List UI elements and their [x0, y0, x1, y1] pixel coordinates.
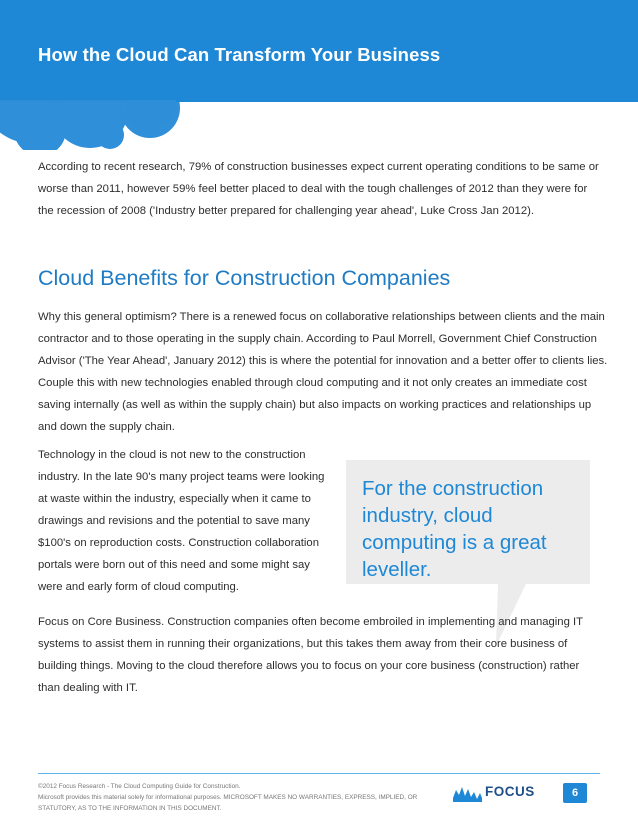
technology-paragraph: Technology in the cloud is not new to the construction industry. In the late 90's many project teams were looking at waste within the industry, especially when it came to drawings and revisions and the potential to save many $100's on reproduction costs. Construction collaboration portals were born out of this need and some might say were and early form of cloud computing. [38, 449, 325, 593]
intro-paragraph: According to recent research, 79% of construction businesses expect current operating conditions to be same or worse than 2011, however 59% feel better placed to deal with the tough challenges of 2012 than they were for the recession of 2008 ('Industry better prepared for challenging year ahead', Luke Cross Jan 2012). [38, 161, 599, 217]
core-business-paragraph: Focus on Core Business. Construction companies often become embroiled in implementing and managing IT systems to assist them in running their organizations, but this takes them away from their core business of building things. Moving to the cloud therefore allows you to focus on your core business (construction) rather than dealing with IT. [38, 616, 583, 694]
page-number-badge: 6 [563, 783, 587, 803]
cloud-banner-graphic [0, 0, 638, 150]
footer-copyright: ©2012 Focus Research - The Cloud Computing Guide for Construction. [38, 783, 241, 790]
page-title: How the Cloud Can Transform Your Business [38, 44, 441, 65]
footer-disclaimer: Microsoft provides this material solely for informational purposes. MICROSOFT MAKES NO WARRANTIES, EXPRESS, IMPLIED, OR STATUTORY, AS TO THE INFORMATION IN THIS DOCUMENT. [38, 794, 418, 812]
pull-quote-text: For the construction industry, cloud computing is a great leveller. [362, 477, 547, 581]
footer-divider [38, 773, 600, 774]
benefits-paragraph: Why this general optimism? There is a renewed focus on collaborative relationships between clients and the main contractor and to those operating in the supply chain. According to Paul Morrell, Government Chief Construction Advisor ('The Year Ahead', January 2012) this is where the potential for innovation and a better offer to clients lies. Couple this with new technologies enabled through cloud computing and it not only creates an immediate cost saving internally (as well as within the supply chain) but also impacts on working practices and relationships up and down the supply chain. [38, 311, 608, 433]
focus-logo-text: FOCUS [485, 784, 535, 799]
section-heading: Cloud Benefits for Construction Companies [38, 266, 451, 290]
header-banner [0, 0, 638, 150]
footer-legal [38, 781, 438, 814]
